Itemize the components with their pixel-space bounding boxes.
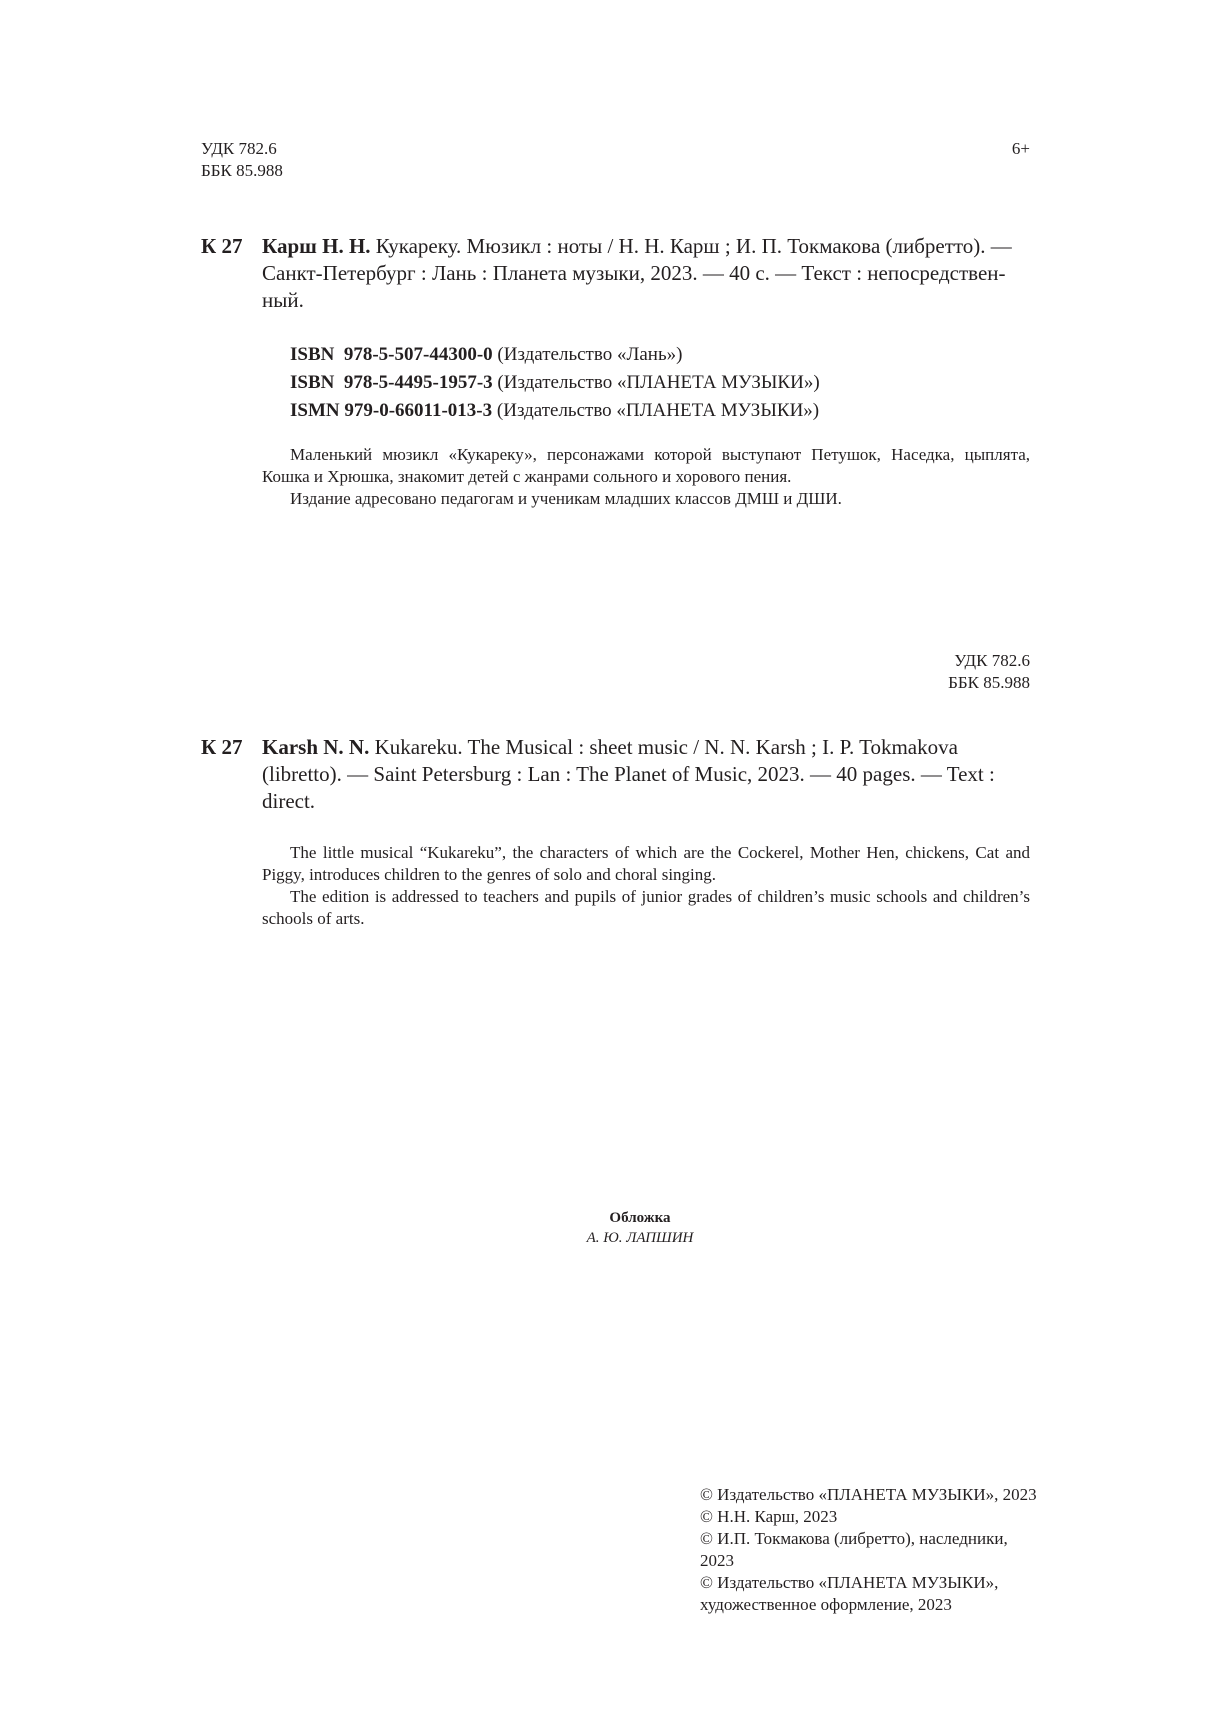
header-classification: [201, 138, 283, 182]
ru-entry-line1: Кукареку. Мюзикл : ноты / Н. Н. Карш ; И. П. Токмакова (либретто). —: [370, 234, 1012, 258]
cover-credit: [480, 1208, 800, 1248]
udk-code: УДК 782.6: [201, 139, 277, 158]
en-annotation-p1: The little musical “Kukareku”, the characters of which are the Cockerel, Mother Hen, chickens, Cat and Piggy, introduces children to the genres of solo and choral singing.: [262, 843, 1030, 884]
ru-entry-line2: Санкт-Петербург : Лань : Планета музыки, 2023. — 40 с. — Текст : непосредствен-: [262, 261, 1006, 285]
en-annotation-p2: The edition is addressed to teachers and pupils of junior grades of children’s music schools and children’s schools of arts.: [262, 887, 1030, 928]
identifier-number: 979-0-66011-013-3: [344, 400, 493, 421]
bbk-code-2: ББК 85.988: [948, 673, 1030, 692]
en-entry-code: К 27: [201, 735, 243, 759]
identifiers-list: [290, 342, 1030, 426]
identifier-number: 978-5-507-44300-0: [343, 344, 493, 365]
identifier-number: 978-5-4495-1957-3: [343, 372, 493, 393]
ru-entry-line3: ный.: [262, 288, 304, 312]
ru-annotation-p1: Маленький мюзикл «Кукареку», персонажами которой выступают Петушок, Наседка, цыплята, Кошка и Хрюшка, знакомит детей с жанрами сольного и хорового пения.: [262, 445, 1030, 486]
identifier-row: [290, 398, 1030, 426]
ru-entry-code: К 27: [201, 234, 243, 258]
en-entry-line2: (libretto). — Saint Petersburg : Lan : The Planet of Music, 2023. — 40 pages. — Text :: [262, 762, 995, 786]
copyright-line: © Издательство «ПЛАНЕТА МУЗЫКИ», 2023: [700, 1485, 1037, 1504]
copyright-line: © Издательство «ПЛАНЕТА МУЗЫКИ»,: [700, 1573, 999, 1592]
en-author: Karsh N. N.: [262, 735, 370, 759]
cover-artist: А. Ю. ЛАПШИН: [586, 1230, 694, 1246]
copyright-line: © Н.Н. Карш, 2023: [700, 1507, 838, 1526]
bbk-code: ББК 85.988: [201, 161, 283, 180]
cover-label: Обложка: [609, 1210, 671, 1226]
en-entry-line1: Kukareku. The Musical : sheet music / N. N. Karsh ; I. P. Tokmakova: [369, 735, 958, 759]
identifier-publisher: (Издательство «ПЛАНЕТА МУЗЫКИ»): [492, 372, 820, 393]
copyright-line: художественное оформление, 2023: [700, 1595, 952, 1614]
identifier-label: ISBN: [290, 372, 335, 393]
en-annotation: [262, 842, 1030, 930]
en-classification: [830, 650, 1030, 694]
ru-entry-body: [262, 233, 1030, 314]
en-entry-body: [262, 734, 1030, 815]
identifier-row: [290, 370, 1030, 398]
en-entry-line3: direct.: [262, 789, 316, 813]
copyright-block: [700, 1484, 1040, 1616]
identifier-row: [290, 342, 1030, 370]
ru-author: Карш Н. Н.: [262, 234, 371, 258]
ru-annotation-p2: Издание адресовано педагогам и ученикам младших классов ДМШ и ДШИ.: [290, 489, 842, 508]
age-rating: 6+: [1011, 139, 1030, 158]
copyright-line: © И.П. Токмакова (либретто), наследники, 2023: [700, 1529, 1008, 1570]
identifier-label: ISBN: [290, 344, 335, 365]
identifier-publisher: (Издательство «Лань»): [492, 344, 683, 365]
ru-annotation: [262, 444, 1030, 510]
udk-code-2: УДК 782.6: [954, 651, 1030, 670]
identifier-publisher: (Издательство «ПЛАНЕТА МУЗЫКИ»): [492, 400, 820, 421]
identifier-label: ISMN: [290, 400, 340, 421]
